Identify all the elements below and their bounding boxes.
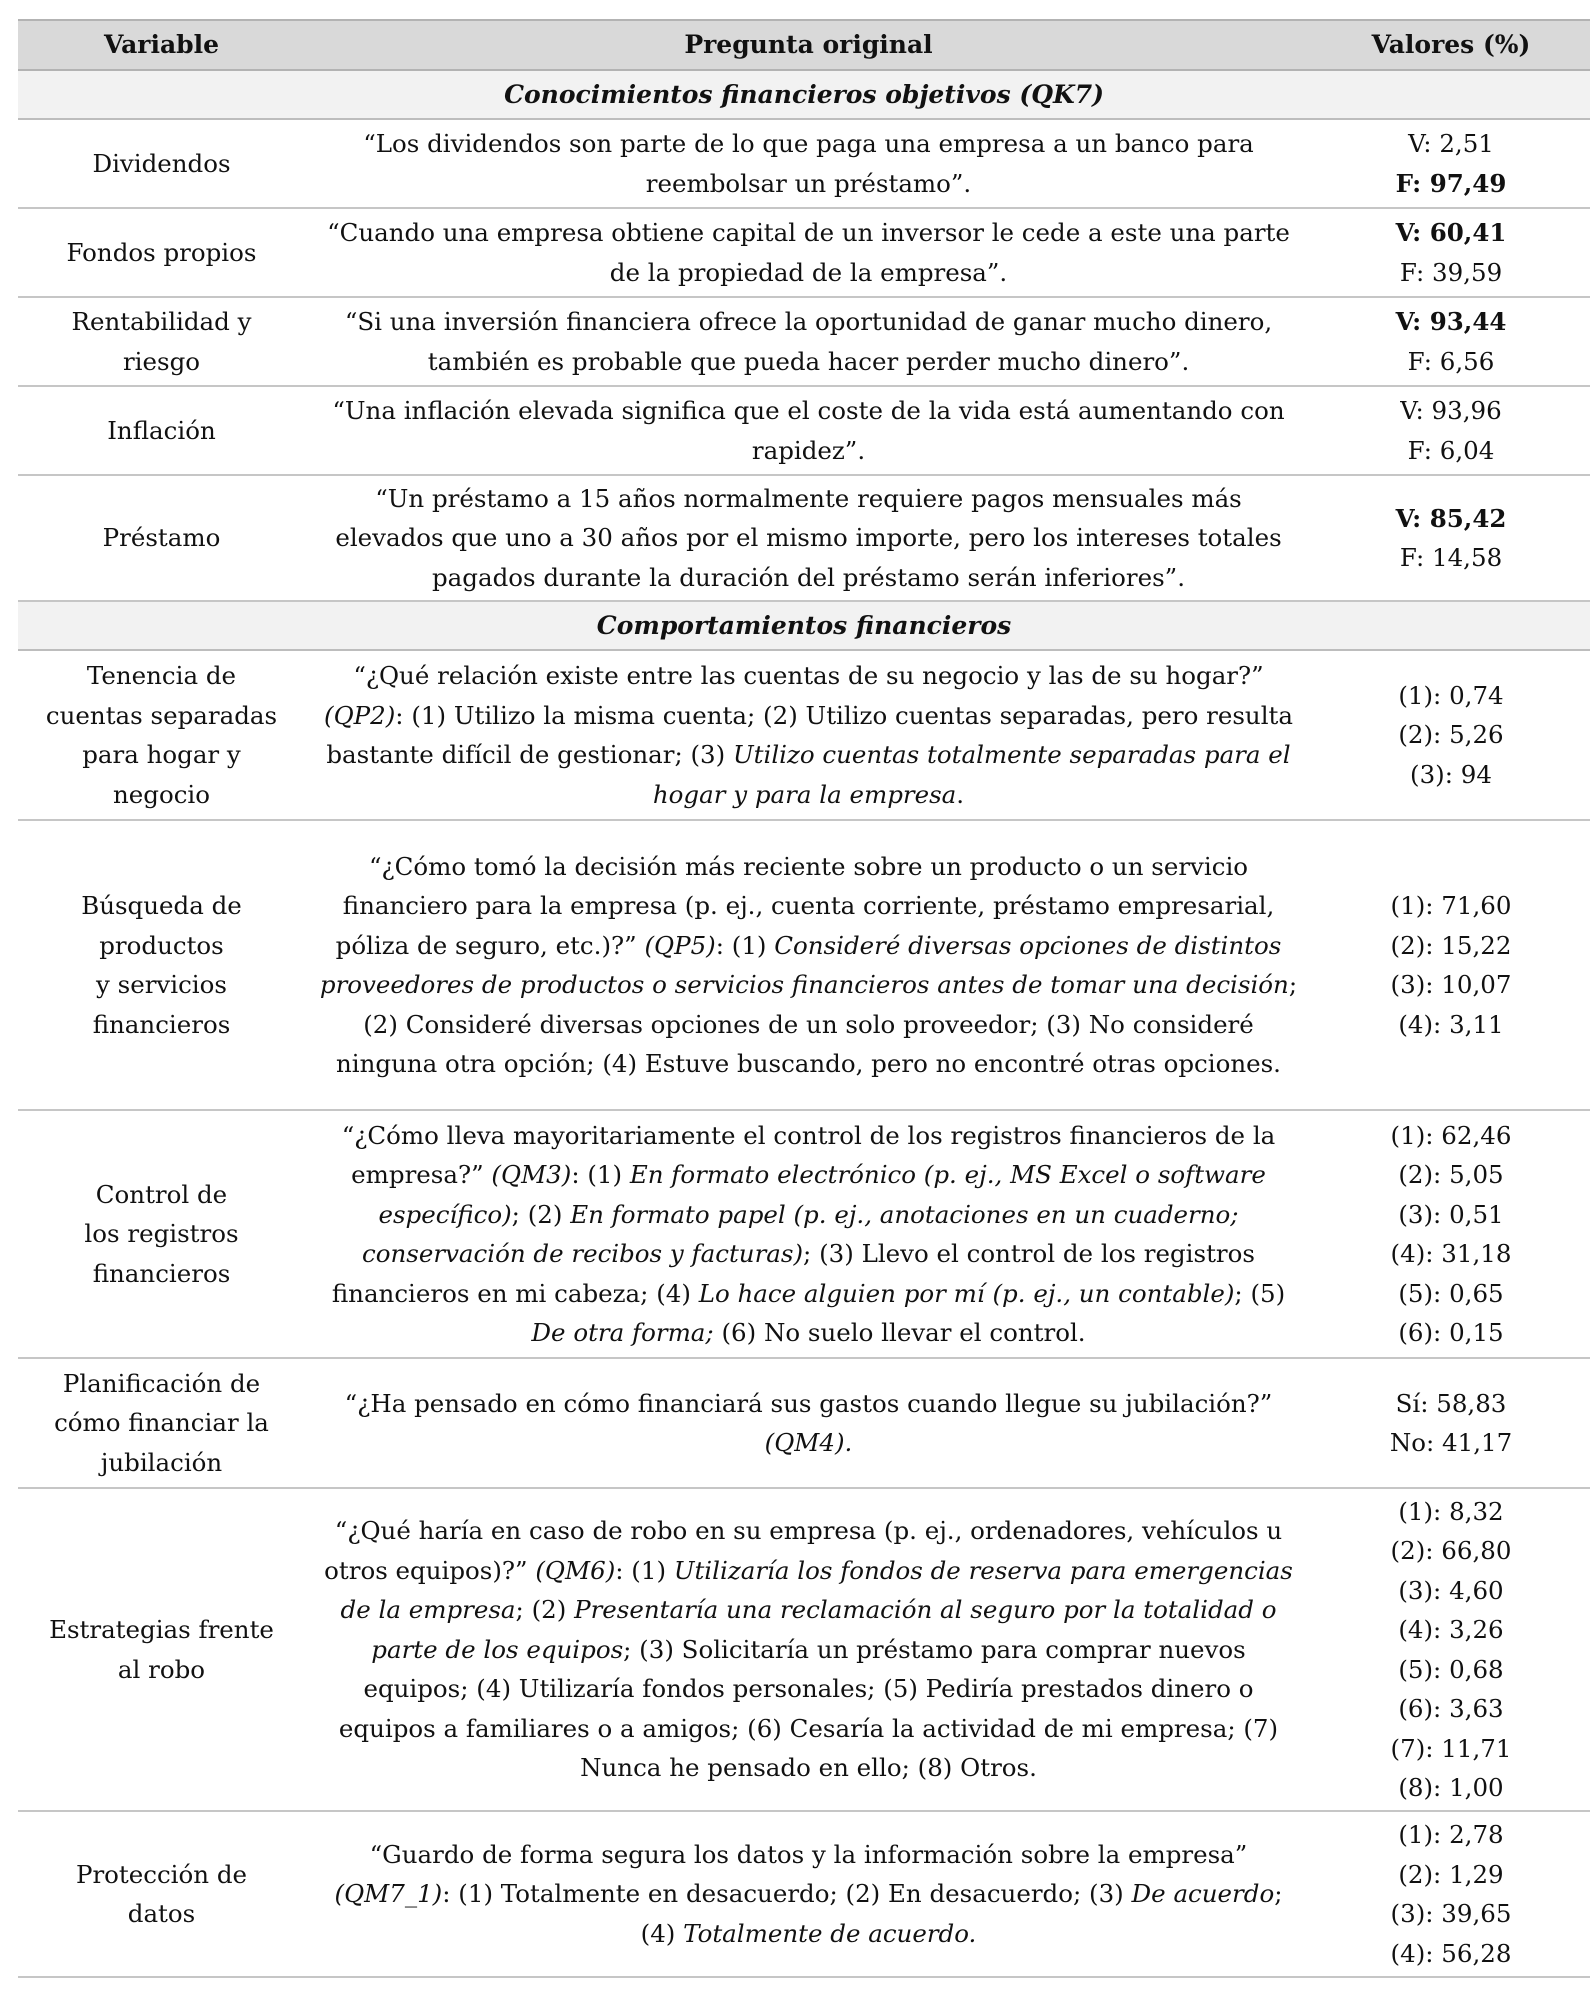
question-text: “Guardo de forma segura los datos y la información sobre la empresa” — [369, 1839, 1248, 1869]
value-item: F: 14,58 — [1399, 543, 1503, 572]
value-item: V: 85,42 — [1395, 503, 1507, 533]
value-item: (1): 2,78 — [1398, 1820, 1504, 1849]
value-item: (3): 94 — [1410, 759, 1492, 789]
value-item: (3): 39,65 — [1390, 1899, 1512, 1928]
variable-cell — [18, 1358, 305, 1488]
question-text: . — [956, 779, 965, 809]
values-cell — [1312, 820, 1590, 1110]
question-text: “¿Qué haría en caso de robo en su empresa (p. ej., ordenadores, vehículos u otros equipos)?” — [324, 1516, 1283, 1585]
table-row — [18, 1110, 1590, 1358]
variable-label-line: Rentabilidad y — [71, 307, 252, 336]
variable-label-line: datos — [127, 1899, 196, 1928]
variable-cell — [18, 1811, 305, 1977]
question-text: ; (5) — [1234, 1278, 1286, 1308]
question-text: ; (3) Solicitaría un préstamo para comprar nuevos equipos; (4) Utilizaría fondos personales; (5) Pediría prestados dinero o equipos a familiares o a amigos; (6) Cesaría la actividad de mi empresa; (7) Nunca he pensado en ello; (8) Otros. — [338, 1634, 1279, 1783]
variable-cell — [18, 650, 305, 820]
value-item: F: 6,04 — [1407, 435, 1495, 465]
variable-cell — [18, 820, 305, 1110]
question-code-or-option-italic: Presentaría una reclamación al seguro por la totalidad o parte de los equipos — [371, 1595, 1277, 1664]
header-pregunta-original: Pregunta original — [305, 20, 1312, 70]
question-code-or-option-italic: (QM3) — [491, 1160, 572, 1189]
values-cell — [1312, 1110, 1590, 1358]
question-code-or-option-italic: Consideré diversas opciones de distintos proveedores de productos o servicios financieros antes de tomar una decisión — [319, 930, 1289, 999]
section-title: Comportamientos financieros — [18, 601, 1590, 650]
variable-label-line: Fondos propios — [66, 237, 257, 267]
value-item: (2): 15,22 — [1390, 930, 1512, 960]
variable-cell — [18, 475, 305, 601]
question-cell — [305, 297, 1312, 386]
question-text: : (1) — [571, 1160, 630, 1189]
question-code-or-option-italic: En formato papel (p. ej., anotaciones en un cuaderno; conservación de recibos y facturas) — [362, 1199, 1239, 1268]
value-item: (2): 1,29 — [1398, 1859, 1504, 1889]
value-item: (6): 3,63 — [1398, 1694, 1504, 1723]
question-text: “¿Ha pensado en cómo financiará sus gastos cuando llegue su jubilación?” — [344, 1388, 1273, 1418]
value-item: (1): 0,74 — [1398, 680, 1504, 710]
variable-cell — [18, 297, 305, 386]
question-text: ; (2) — [515, 1595, 575, 1625]
variable-label-line: financieros — [92, 1258, 231, 1288]
financial-variables-table — [18, 19, 1590, 1978]
question-code-or-option-italic: En formato electrónico (p. ej., MS Excel o software específico) — [378, 1160, 1266, 1229]
question-text: “Cuando una empresa obtiene capital de un inversor le cede a este una parte de la propiedad de la empresa”. — [327, 218, 1290, 287]
variable-label-line: Estrategias frente — [49, 1615, 274, 1644]
value-item: (4): 3,26 — [1398, 1615, 1504, 1644]
question-code-or-option-italic: De otra forma; — [531, 1318, 714, 1347]
value-item: (8): 1,00 — [1398, 1773, 1504, 1802]
value-item: F: 6,56 — [1407, 346, 1495, 376]
values-cell — [1312, 1488, 1590, 1811]
variable-label-line: y servicios — [96, 970, 227, 999]
value-item: (2): 66,80 — [1390, 1536, 1512, 1565]
question-code-or-option-italic: (QM7_1) — [334, 1879, 443, 1909]
variable-label-line: negocio — [112, 779, 211, 809]
values-cell — [1312, 297, 1590, 386]
value-item: (2): 5,26 — [1398, 720, 1504, 750]
variable-label-line: productos — [99, 930, 224, 960]
variable-label-line: Planificación de — [62, 1368, 261, 1398]
table-body — [18, 70, 1590, 1977]
question-text: “Una inflación elevada significa que el coste de la vida está aumentando con rapidez”. — [332, 396, 1285, 465]
value-item: No: 41,17 — [1389, 1428, 1513, 1457]
variable-cell — [18, 119, 305, 208]
section-row — [18, 70, 1590, 119]
table-header-row — [18, 20, 1590, 70]
header-valores: Valores (%) — [1312, 20, 1590, 70]
question-text: (6) No suelo llevar el control. — [713, 1318, 1086, 1347]
question-text: “Si una inversión financiera ofrece la oportunidad de ganar mucho dinero, también es probable que pueda hacer perder mucho dinero”. — [344, 307, 1273, 376]
values-cell — [1312, 386, 1590, 475]
value-item: V: 60,41 — [1395, 218, 1507, 247]
question-cell — [305, 386, 1312, 475]
question-code-or-option-italic: (QM4). — [764, 1428, 853, 1457]
values-cell — [1312, 650, 1590, 820]
question-code-or-option-italic: Totalmente de acuerdo. — [683, 1918, 977, 1948]
values-cell — [1312, 119, 1590, 208]
table-row — [18, 1358, 1590, 1488]
value-item: (1): 71,60 — [1390, 891, 1512, 920]
question-text: : (1) Utilizo la misma cuenta; (2) Utilizo cuentas separadas, pero resulta bastante difícil de gestionar; (3) — [326, 700, 1293, 769]
value-item: (5): 0,65 — [1398, 1278, 1504, 1308]
value-item: (2): 5,05 — [1398, 1160, 1504, 1189]
question-text: ; (4) — [640, 1879, 1283, 1948]
question-text: “¿Cómo lleva mayoritariamente el control de los registros financieros de la empresa?” — [341, 1120, 1276, 1189]
variable-label-line: jubilación — [100, 1447, 223, 1477]
value-item: (5): 0,68 — [1398, 1654, 1504, 1684]
question-code-or-option-italic: De acuerdo — [1131, 1879, 1275, 1909]
variable-cell — [18, 208, 305, 297]
question-cell — [305, 1811, 1312, 1977]
question-text: ; (2) — [511, 1199, 571, 1229]
table-row — [18, 475, 1590, 601]
question-cell — [305, 650, 1312, 820]
value-item: Sí: 58,83 — [1395, 1388, 1507, 1418]
variable-cell — [18, 1488, 305, 1811]
variable-label-line: Búsqueda de — [81, 891, 242, 920]
variable-label-line: Préstamo — [102, 523, 221, 553]
table-row — [18, 820, 1590, 1110]
variable-label-line: Dividendos — [92, 148, 231, 178]
question-code-or-option-italic: (QM6) — [535, 1555, 616, 1585]
values-cell — [1312, 475, 1590, 601]
question-code-or-option-italic: (QP2) — [324, 700, 396, 730]
value-item: V: 93,44 — [1395, 307, 1507, 336]
value-item: (6): 0,15 — [1398, 1318, 1504, 1347]
value-item: (4): 3,11 — [1398, 1009, 1504, 1039]
table-row — [18, 386, 1590, 475]
variable-cell — [18, 1110, 305, 1358]
value-item: (1): 62,46 — [1390, 1120, 1512, 1150]
table-row — [18, 650, 1590, 820]
values-cell — [1312, 1358, 1590, 1488]
question-cell — [305, 475, 1312, 601]
table-row — [18, 1488, 1590, 1811]
value-item: V: 2,51 — [1408, 129, 1494, 158]
value-item: (3): 10,07 — [1390, 970, 1512, 999]
question-text: ; (2) Consideré diversas opciones de un solo proveedor; (3) No consideré ninguna otra opción; (4) Estuve buscando, pero no encontré otras opciones. — [336, 970, 1298, 1078]
header-variable: Variable — [18, 20, 305, 70]
question-cell — [305, 119, 1312, 208]
question-code-or-option-italic: Lo hace alguien por mí (p. ej., un contable) — [698, 1278, 1235, 1308]
value-item: (3): 0,51 — [1398, 1199, 1504, 1229]
question-code-or-option-italic: (QP5) — [644, 930, 716, 960]
question-cell — [305, 820, 1312, 1110]
question-cell — [305, 1110, 1312, 1358]
values-cell — [1312, 208, 1590, 297]
variable-label-line: cuentas separadas — [45, 700, 278, 730]
table-row — [18, 208, 1590, 297]
variable-label-line: cómo financiar la — [54, 1408, 269, 1438]
question-text: : (1) — [615, 1555, 674, 1585]
question-text: “¿Qué relación existe entre las cuentas de su negocio y las de su hogar?” — [353, 661, 1264, 690]
question-cell — [305, 1358, 1312, 1488]
table-row — [18, 1811, 1590, 1977]
variable-label-line: Control de — [95, 1179, 228, 1209]
variable-label-line: al robo — [117, 1654, 206, 1684]
section-row — [18, 601, 1590, 650]
variable-cell — [18, 386, 305, 475]
question-code-or-option-italic: Utilizo cuentas totalmente separadas para el hogar y para la empresa — [652, 740, 1291, 809]
variable-label-line: financieros — [92, 1009, 231, 1039]
variable-label-line: para hogar y — [82, 740, 241, 769]
table-row — [18, 297, 1590, 386]
value-item: (4): 56,28 — [1390, 1938, 1512, 1968]
variable-label-line: Protección de — [75, 1859, 248, 1889]
question-text: “¿Cómo tomó la decisión más reciente sobre un producto o un servicio financiero para la empresa (p. ej., cuenta corriente, préstamo empresarial, póliza de seguro, etc.)?” — [335, 851, 1275, 960]
value-item: V: 93,96 — [1400, 396, 1502, 425]
table-row — [18, 119, 1590, 208]
variable-label-line: los registros — [84, 1219, 239, 1249]
question-text: “Un préstamo a 15 años normalmente requiere pagos mensuales más elevados que uno a 30 años por el mismo importe, pero los intereses totales pagados durante la duración del préstamo serán inferiores”. — [335, 483, 1282, 592]
value-item: (1): 8,32 — [1398, 1496, 1504, 1526]
question-code-or-option-italic: Utilizaría los fondos de reserva para emergencias de la empresa — [340, 1555, 1293, 1625]
question-text: ; (3) Llevo el control de los registros financieros en mi cabeza; (4) — [331, 1239, 1255, 1308]
values-cell — [1312, 1811, 1590, 1977]
section-title: Conocimientos financieros objetivos (QK7) — [18, 70, 1590, 119]
value-item: (4): 31,18 — [1390, 1239, 1512, 1268]
value-item: F: 97,49 — [1395, 168, 1507, 198]
question-text: : (1) Totalmente en desacuerdo; (2) En desacuerdo; (3) — [442, 1879, 1132, 1909]
value-item: (3): 4,60 — [1398, 1575, 1504, 1605]
question-cell — [305, 208, 1312, 297]
variable-label-line: Inflación — [107, 415, 216, 445]
value-item: F: 39,59 — [1399, 257, 1503, 287]
question-cell — [305, 1488, 1312, 1811]
variable-label-line: riesgo — [122, 346, 201, 376]
question-text: : (1) — [715, 930, 775, 960]
variable-label-line: Tenencia de — [86, 661, 237, 690]
value-item: (7): 11,71 — [1390, 1733, 1512, 1763]
question-text: “Los dividendos son parte de lo que paga una empresa a un banco para reembolsar un préstamo”. — [363, 129, 1254, 198]
